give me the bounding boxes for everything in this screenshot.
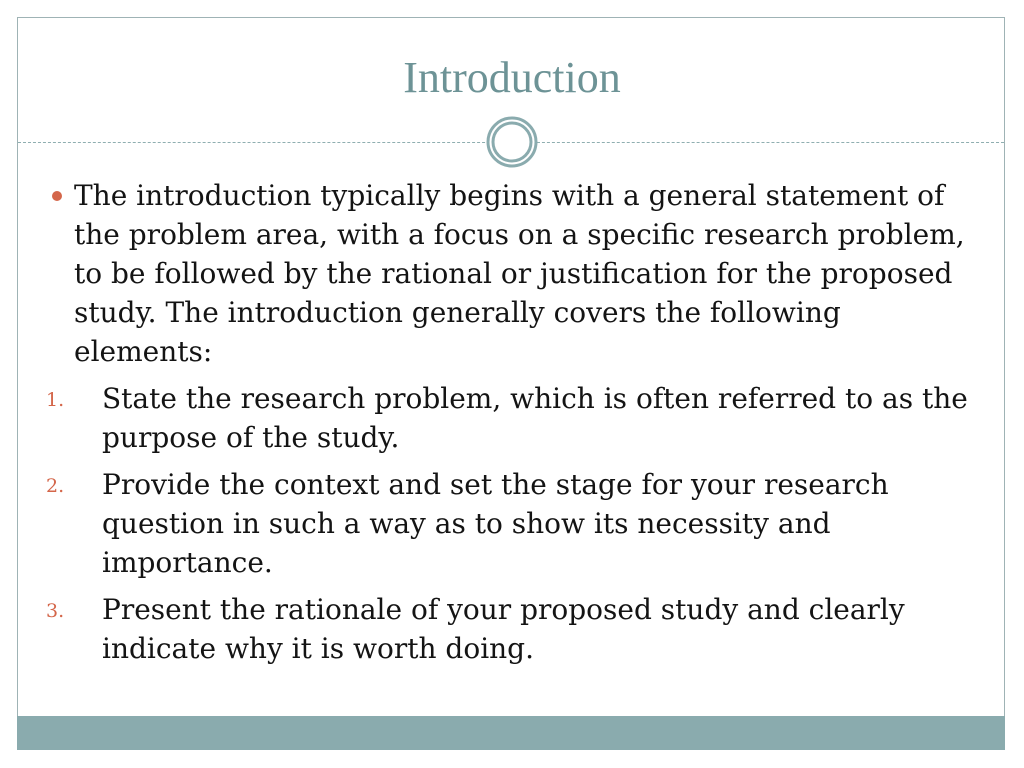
list-item-number: 3. [46,600,65,622]
footer-band [17,716,1005,750]
list-item [46,590,976,668]
slide-body [46,176,976,676]
slide-title: Introduction [403,53,621,102]
list-item-number: 1. [46,389,65,411]
intro-bullet-text: The introduction typically begins with a general statement of the problem area, with a focus on a specific research problem, to be followed by the rational or justification for the proposed study. The introduction generally covers the following elements: [74,179,965,368]
list-item-text: Provide the context and set the stage for your research question in such a way as to show its necessity and importance. [102,468,889,579]
ring-icon [486,116,538,168]
list-item [46,465,976,582]
list-item-text: State the research problem, which is often referred to as the purpose of the study. [102,382,968,454]
list-item [46,379,976,457]
bullet-dot-icon [52,191,62,201]
intro-bullet [46,176,976,371]
list-item-text: Present the rationale of your proposed study and clearly indicate why it is worth doing. [102,593,905,665]
list-item-number: 2. [46,475,65,497]
